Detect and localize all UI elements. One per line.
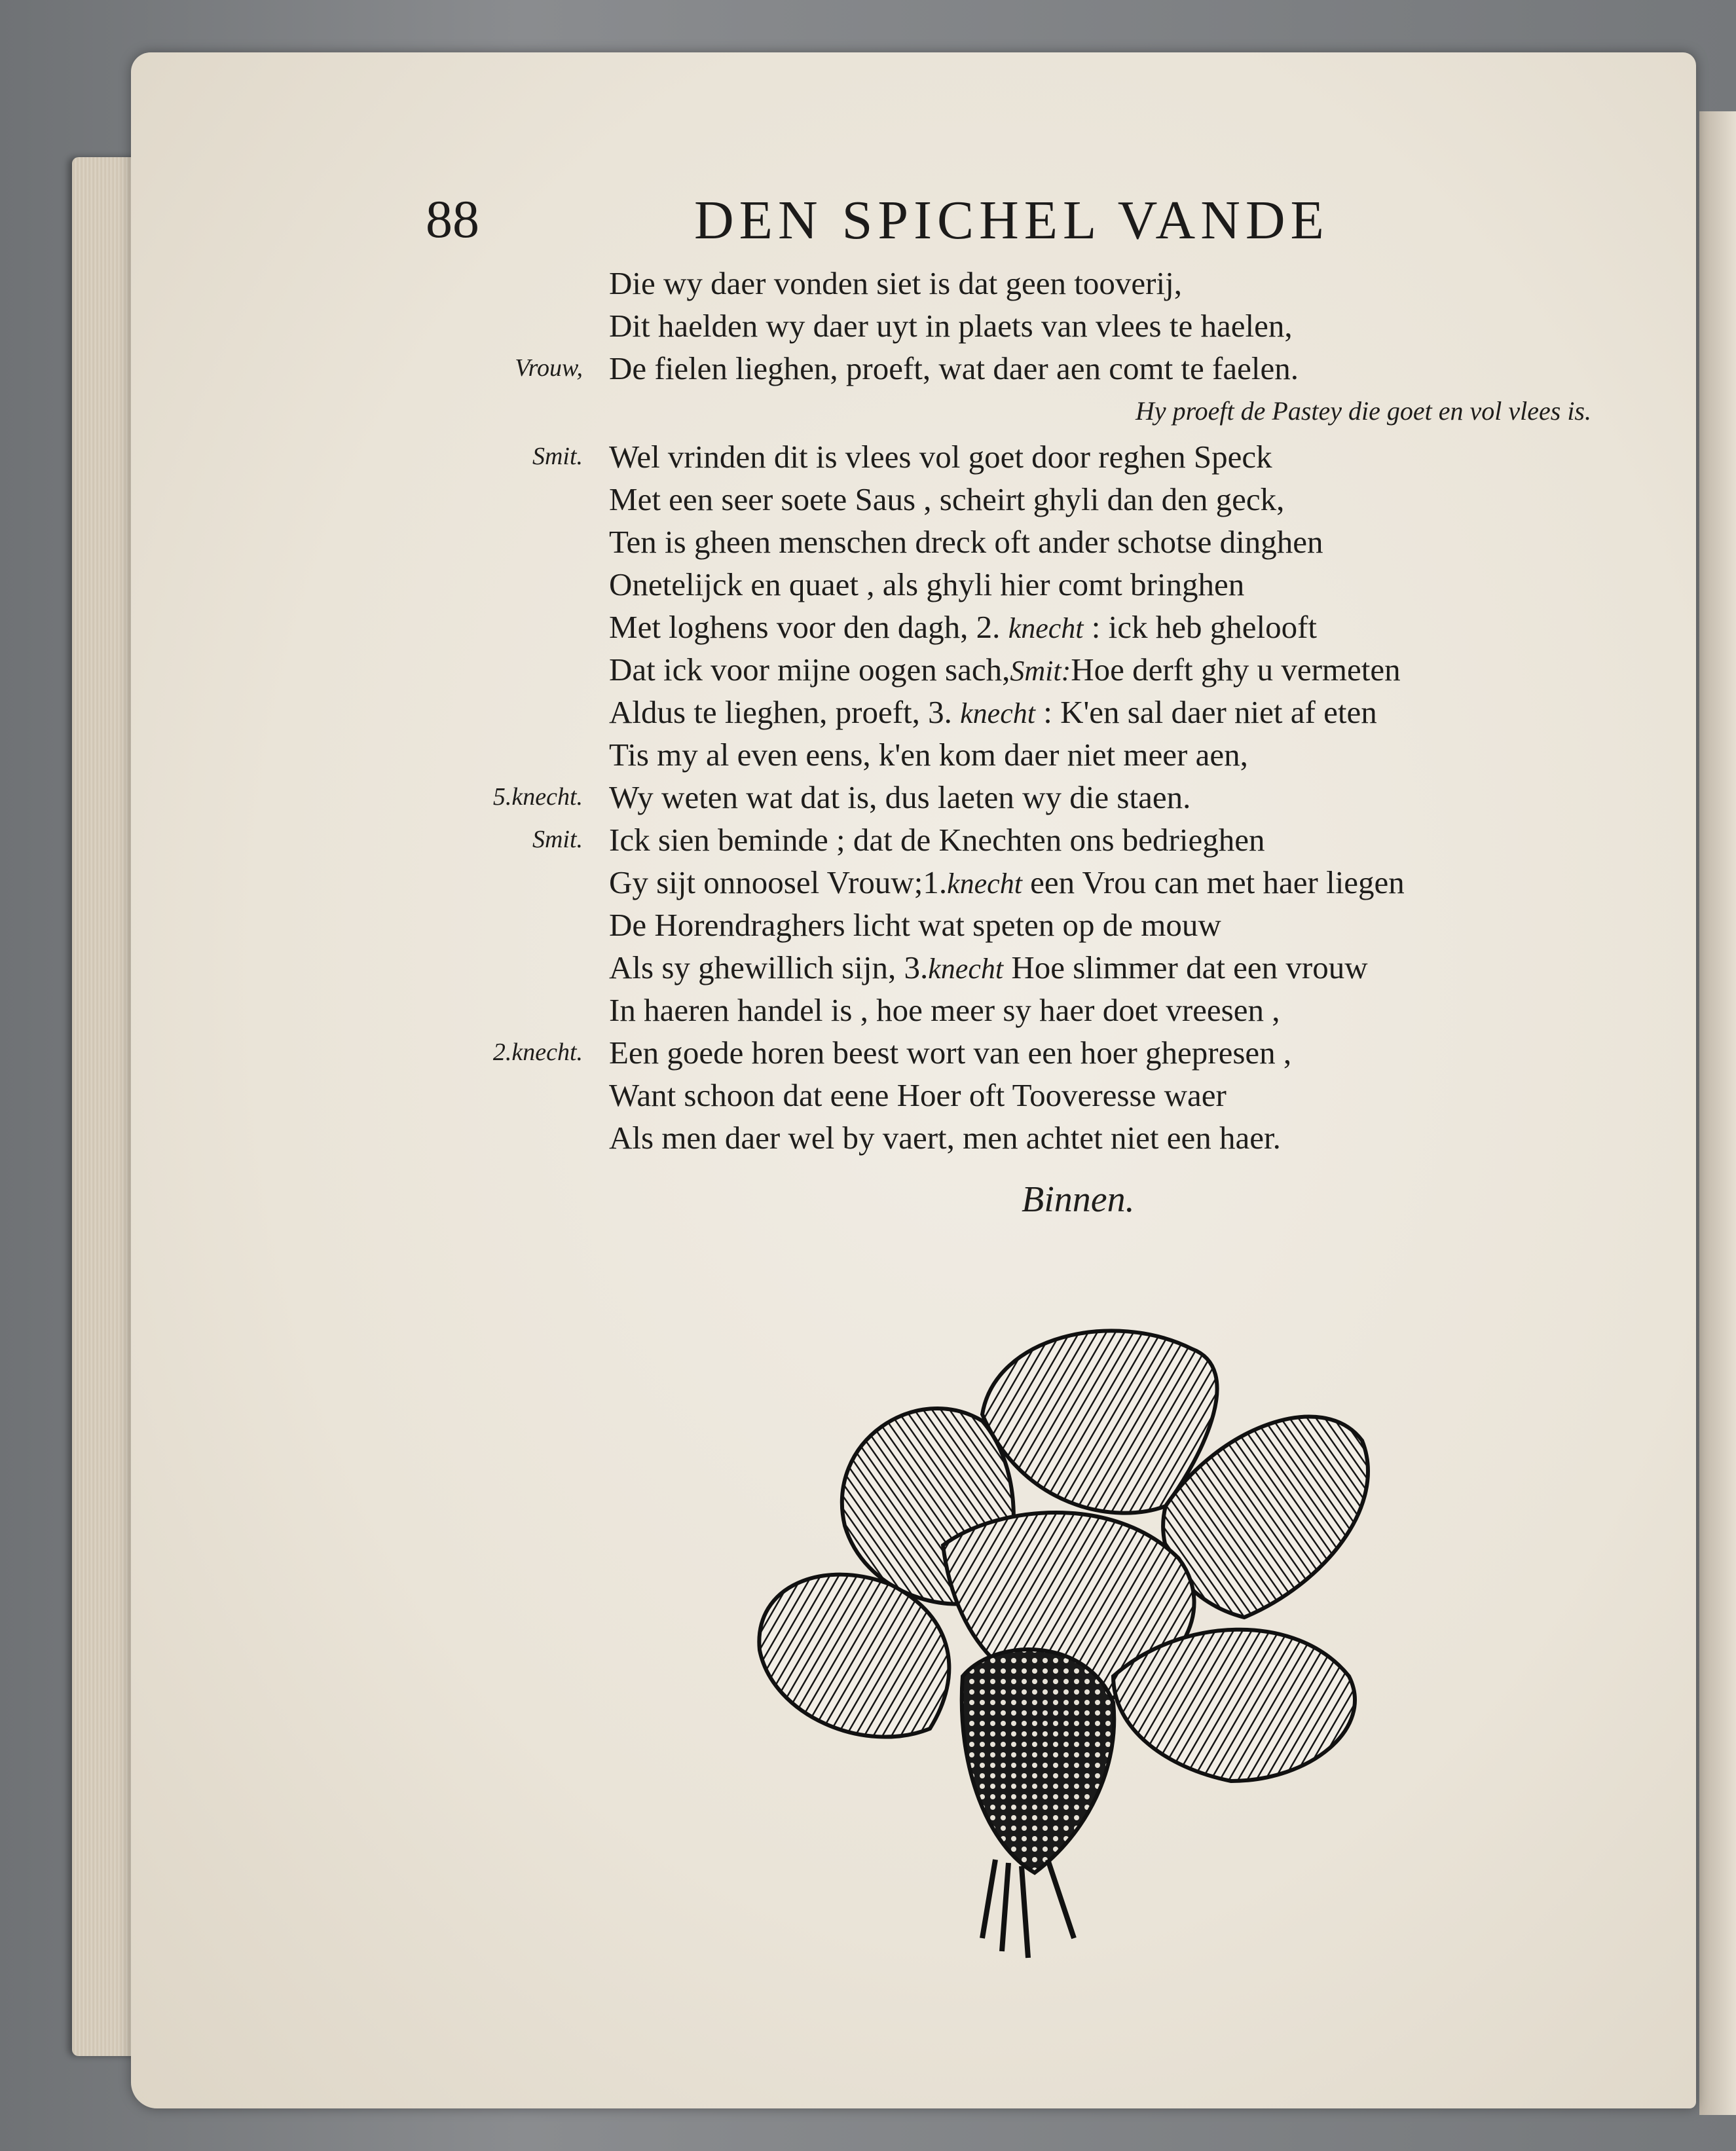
verse-line <box>492 1031 1604 1074</box>
speaker-label: Vrouw, <box>515 354 583 382</box>
verse-line <box>609 733 1604 776</box>
verse-text: : ick heb ghelooft <box>1083 609 1318 645</box>
verse-text: een Vrou can met haer liegen <box>1022 864 1405 900</box>
verse-line <box>609 904 1604 946</box>
inline-speaker: Smit: <box>1010 655 1071 687</box>
verse-text: Hoe slimmer dat een vrouw <box>1003 949 1368 985</box>
verse-text: De Horendraghers licht wat speten op de mouw <box>609 907 1221 943</box>
verse-block <box>492 262 1604 1159</box>
verse-text: Een goede horen beest wort van een hoer ghepresen , <box>609 1035 1292 1071</box>
verse-text: Ten is gheen menschen dreck oft ander schotse dinghen <box>609 524 1323 560</box>
stage-exit: Binnen. <box>1022 1179 1135 1220</box>
speaker-label: Smit. <box>532 826 583 853</box>
verse-line <box>609 606 1604 648</box>
verse-line <box>609 521 1604 563</box>
verse-line <box>492 776 1604 818</box>
verse-text: Aldus te lieghen, proeft, 3. <box>609 694 961 730</box>
flower-calyx <box>962 1649 1115 1873</box>
verse-text: Hoe derft ghy u vermeten <box>1071 652 1401 688</box>
verse-line <box>609 691 1604 733</box>
verse-text: Dat ick voor mijne oogen sach, <box>609 652 1010 688</box>
stage-direction <box>609 390 1604 435</box>
verse-line <box>609 478 1604 521</box>
verse-line <box>609 262 1604 304</box>
verse-text: Als sy ghewillich sijn, 3. <box>609 949 929 985</box>
speaker-label: 2.knecht. <box>492 1039 583 1066</box>
verse-text: In haeren handel is , hoe meer sy haer doet vreesen , <box>609 992 1280 1028</box>
running-head: DEN SPICHEL VANDE <box>694 190 1329 251</box>
verse-line <box>609 1116 1604 1159</box>
verse-line <box>532 435 1604 478</box>
facing-page-edge <box>1699 111 1736 2115</box>
verse-line <box>515 347 1604 390</box>
speaker-label: Smit. <box>532 443 583 470</box>
verse-text: Onetelijck en quaet , als ghyli hier comt bringhen <box>609 566 1245 602</box>
verse-text: Tis my al even eens, k'en kom daer niet meer aen, <box>609 737 1248 773</box>
inline-speaker: knecht <box>947 868 1022 900</box>
petal-lower-right <box>1113 1630 1355 1781</box>
verse-line <box>609 946 1604 989</box>
verse-line <box>609 989 1604 1031</box>
verse-line <box>609 1074 1604 1116</box>
verse-line <box>609 563 1604 606</box>
verse-line <box>609 304 1604 347</box>
verse-text: Met een seer soete Saus , scheirt ghyli dan den geck, <box>609 481 1285 517</box>
speaker-label: 5.knecht. <box>492 783 583 811</box>
stage-direction-text: Hy proeft de Pastey die goet en vol vlees is. <box>1135 396 1591 426</box>
verse-text: Ick sien beminde ; dat de Knechten ons bedrieghen <box>609 822 1265 858</box>
verse-text: Wel vrinden dit is vlees vol goet door reghen Speck <box>609 439 1272 475</box>
verse-text: Met loghens voor den dagh, 2. <box>609 609 1008 645</box>
verse-text: Wy weten wat dat is, dus laeten wy die staen. <box>609 779 1191 815</box>
verse-line <box>532 818 1604 861</box>
inline-speaker: knecht <box>1008 612 1084 644</box>
inline-speaker: knecht <box>928 953 1004 985</box>
verse-line <box>609 861 1604 904</box>
page-number: 88 <box>426 189 479 249</box>
verse-text: Gy sijt onnoosel Vrouw;1. <box>609 864 948 900</box>
flower-woodcut-icon <box>747 1310 1388 1964</box>
verse-line <box>609 648 1604 691</box>
verse-text: : K'en sal daer niet af eten <box>1035 694 1377 730</box>
verse-text: De fielen lieghen, proeft, wat daer aen comt te faelen. <box>609 350 1299 386</box>
verse-text: Als men daer wel by vaert, men achtet niet een haer. <box>609 1120 1281 1156</box>
verse-text: Die wy daer vonden siet is dat geen tooverij, <box>609 265 1182 301</box>
verse-text: Want schoon dat eene Hoer oft Tooveresse waer <box>609 1077 1227 1113</box>
inline-speaker: knecht <box>960 697 1035 729</box>
verse-text: Dit haelden wy daer uyt in plaets van vlees te haelen, <box>609 308 1293 344</box>
flower-stem-tuft <box>982 1860 1074 1958</box>
